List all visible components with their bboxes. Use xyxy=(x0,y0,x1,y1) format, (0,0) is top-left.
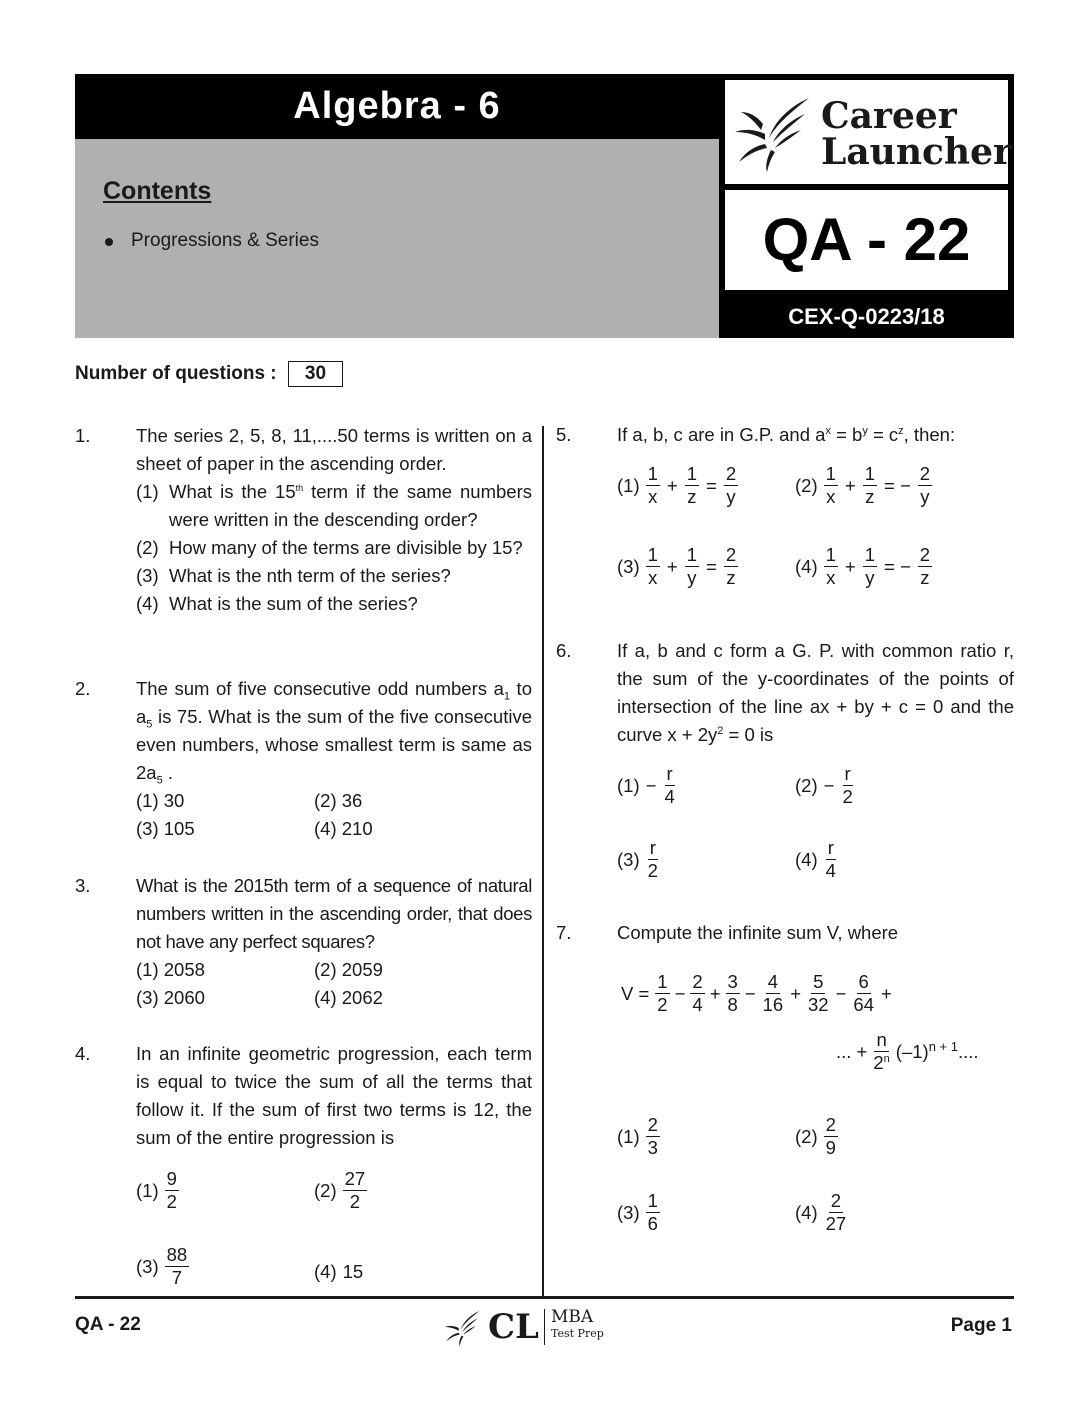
fraction xyxy=(646,544,660,589)
fraction xyxy=(655,971,669,1016)
footer-logo-mba: MBA xyxy=(551,1307,594,1327)
denominator: y xyxy=(920,486,930,507)
denominator: z xyxy=(687,486,697,507)
operator: = xyxy=(706,474,717,496)
contents-heading: Contents xyxy=(103,177,212,205)
superscript: x xyxy=(825,424,831,437)
denominator: 2 xyxy=(842,786,853,807)
header-block xyxy=(75,74,1014,338)
numerator: 2 xyxy=(725,544,737,565)
option-label: (1) xyxy=(617,474,640,496)
fraction xyxy=(863,463,877,508)
numerator: 1 xyxy=(647,544,658,565)
denominator: 16 xyxy=(762,994,784,1015)
header-left-panel xyxy=(75,74,719,338)
numerator: 1 xyxy=(864,544,876,565)
denominator: x xyxy=(826,567,836,588)
option-1[interactable]: (1) 30 xyxy=(136,790,185,811)
numerator: 6 xyxy=(858,971,869,992)
option-3[interactable]: (3) 105 xyxy=(136,818,195,839)
option-3[interactable] xyxy=(617,544,738,589)
numerator: 2 xyxy=(919,463,931,484)
question-stem: Compute the infinite sum V, where xyxy=(617,922,899,943)
operator: + xyxy=(709,982,721,1004)
option-label: (2) xyxy=(795,774,818,796)
paper-code: QA - 22 xyxy=(725,190,1008,290)
operator: = − xyxy=(884,555,911,577)
option-label: (3) xyxy=(617,848,640,870)
option-label: (3) xyxy=(617,1201,640,1223)
question-7 xyxy=(556,919,1014,1249)
denominator: 8 xyxy=(727,994,738,1015)
fraction xyxy=(824,544,838,589)
fraction xyxy=(863,544,877,589)
fraction xyxy=(646,1190,660,1235)
denominator: z xyxy=(726,567,736,588)
option-label: (4) xyxy=(795,555,818,577)
option-3[interactable]: (3) 2060 xyxy=(136,987,205,1008)
sub-text: How many of the terms are divisible by 15? xyxy=(169,537,523,558)
option-1[interactable] xyxy=(617,763,677,808)
question-number: 6. xyxy=(556,640,572,661)
footer-logo-testprep: Test Prep xyxy=(551,1327,604,1340)
contents-list xyxy=(103,230,319,252)
question-5 xyxy=(556,421,1014,611)
v-equals: V = xyxy=(621,982,650,1004)
option-4[interactable]: (4) 210 xyxy=(314,818,373,839)
stem-part: is 75. What is the sum of the five consecutive even numbers, whose smallest term is same as 2a xyxy=(136,706,532,783)
operator: + xyxy=(880,982,892,1004)
option-label: (1) xyxy=(617,774,640,796)
logo-wordmark xyxy=(821,95,1012,173)
numerator: 2 xyxy=(647,1114,658,1135)
swirl-logo-icon xyxy=(442,1309,482,1347)
denominator: 27 xyxy=(825,1213,847,1234)
superscript: 2 xyxy=(717,724,724,737)
option-2[interactable]: (2) 2059 xyxy=(314,959,383,980)
question-4 xyxy=(75,1040,532,1290)
sub-question xyxy=(136,534,532,562)
numerator: r xyxy=(844,763,851,784)
option-4[interactable] xyxy=(795,1190,848,1235)
sub-label: (3) xyxy=(136,565,159,586)
fraction xyxy=(851,971,876,1016)
stem-part: = b xyxy=(830,424,863,445)
paper-id: CEX-Q-0223/18 xyxy=(788,304,945,329)
stem-part: If a, b, c are in G.P. and a xyxy=(617,424,826,445)
fraction xyxy=(724,463,738,508)
denominator: 32 xyxy=(808,994,829,1015)
stem-part: If a, b and c form a G. P. with common ratio r, the sum of the y-coordinates of the points of intersection of the line ax + by + c = 0 and the curve x + 2y xyxy=(617,640,1014,745)
stem-part: = 0 is xyxy=(723,724,774,745)
sub-question xyxy=(136,590,532,618)
swirl-logo-icon xyxy=(731,94,813,174)
denominator: 64 xyxy=(853,994,874,1015)
numerator: 4 xyxy=(767,971,779,992)
numerator: 1 xyxy=(825,463,836,484)
denominator: 2 xyxy=(647,860,658,881)
option-3[interactable] xyxy=(617,1190,660,1235)
option-2[interactable] xyxy=(795,763,855,808)
question-number: 1. xyxy=(75,425,91,446)
operator: + xyxy=(844,555,856,577)
fraction xyxy=(646,837,660,882)
fraction xyxy=(724,544,738,589)
numerator: 27 xyxy=(344,1168,366,1189)
fraction xyxy=(646,1114,660,1159)
option-2[interactable] xyxy=(795,463,932,508)
sub-question xyxy=(136,562,532,590)
option-1[interactable] xyxy=(617,1114,660,1159)
question-stem: In an infinite geometric progression, each term is equal to twice the sum of all the terms that follow it. If the sum of first two terms is 12, the sum of the entire progression is xyxy=(136,1043,532,1148)
fraction xyxy=(761,971,786,1016)
footer-logo-cl: CL xyxy=(488,1307,539,1347)
numerator: 2 xyxy=(825,1114,836,1135)
footer-logo xyxy=(440,1305,620,1349)
sup-text: th xyxy=(295,482,304,493)
numerator: 3 xyxy=(727,971,738,992)
subscript: 5 xyxy=(156,774,163,787)
denominator: 4 xyxy=(692,994,703,1015)
option-label: (1) xyxy=(617,1125,640,1147)
question-stem: What is the 2015th term of a sequence of natural numbers written in the ascending order, that does not have any perfect squares? xyxy=(136,875,532,952)
denominator: z xyxy=(865,486,875,507)
question-stem xyxy=(136,675,532,787)
option-label: (3) xyxy=(617,555,640,577)
option-1[interactable]: (1) 2058 xyxy=(136,959,205,980)
question-stem: The series 2, 5, 8, 11,....50 terms is written on a sheet of paper in the ascending order. xyxy=(136,425,532,474)
stem-part: The sum of five consecutive odd numbers a xyxy=(136,678,504,699)
numerator: 2 xyxy=(830,1190,842,1211)
page-number: Page 1 xyxy=(950,1315,1012,1336)
fraction xyxy=(165,1168,179,1213)
footer-rule xyxy=(75,1296,1014,1299)
option-3[interactable] xyxy=(136,1244,189,1289)
operator: + xyxy=(666,474,678,496)
denominator: x xyxy=(648,486,658,507)
general-term xyxy=(836,1029,979,1074)
fraction xyxy=(824,463,838,508)
denominator: x xyxy=(826,486,836,507)
option-label: (3) xyxy=(136,1255,159,1277)
superscript: y xyxy=(862,424,868,437)
num-questions-value: 30 xyxy=(288,361,343,387)
logo-line-1: Career xyxy=(821,95,957,137)
fraction xyxy=(646,463,660,508)
options-row xyxy=(136,815,532,843)
numerator: 2 xyxy=(725,463,737,484)
option-2[interactable] xyxy=(795,1114,838,1159)
footer-code: QA - 22 xyxy=(75,1314,141,1335)
denominator: z xyxy=(920,567,930,588)
footer-logo-separator xyxy=(544,1309,545,1345)
numerator: 1 xyxy=(647,463,658,484)
numerator: 88 xyxy=(166,1244,188,1265)
question-number: 2. xyxy=(75,678,91,699)
option-label: (4) xyxy=(795,1201,818,1223)
operator: = − xyxy=(884,474,911,496)
superscript: n + 1 xyxy=(928,1038,958,1054)
numerator: 5 xyxy=(813,971,824,992)
equation xyxy=(824,544,932,589)
stem-part: . xyxy=(162,762,173,783)
ellipsis: ... + xyxy=(836,1040,868,1062)
trailing-dots: .... xyxy=(957,1040,979,1062)
operator: − xyxy=(744,982,756,1004)
fraction xyxy=(165,1244,190,1289)
denominator: 2 xyxy=(349,1191,361,1212)
question-stem xyxy=(617,637,1014,749)
question-6 xyxy=(556,637,1014,897)
sub-text: What is the nth term of the series? xyxy=(169,565,451,586)
numerator: r xyxy=(666,763,673,784)
denominator: y xyxy=(726,486,736,507)
fraction xyxy=(685,544,699,589)
column-divider xyxy=(542,426,544,1296)
operator: + xyxy=(790,982,802,1004)
option-1[interactable] xyxy=(617,463,738,508)
fraction xyxy=(806,971,831,1016)
option-1[interactable] xyxy=(136,1168,179,1213)
question-number: 4. xyxy=(75,1043,91,1064)
stem-part: = c xyxy=(867,424,899,445)
denominator: 2 xyxy=(657,994,668,1015)
question-number: 7. xyxy=(556,922,572,943)
option-3[interactable] xyxy=(617,837,660,882)
denominator: 4 xyxy=(825,860,836,881)
denominator: y xyxy=(687,567,697,588)
operator: = xyxy=(706,555,717,577)
subscript: 5 xyxy=(146,718,153,731)
numerator: r xyxy=(827,837,834,858)
denominator: 6 xyxy=(647,1213,658,1234)
subscript: 1 xyxy=(503,690,510,703)
option-4[interactable] xyxy=(795,837,838,882)
option-4[interactable] xyxy=(314,1258,363,1286)
numerator: 9 xyxy=(166,1168,177,1189)
numerator: 1 xyxy=(825,544,836,565)
career-launcher-logo xyxy=(725,80,1012,184)
numerator: r xyxy=(649,837,656,858)
question-stem xyxy=(617,421,1014,449)
sign-factor xyxy=(896,1038,979,1066)
denominator: x xyxy=(648,567,658,588)
sub-text: term if the same numbers were written in the descending order? xyxy=(169,481,532,530)
numerator: n xyxy=(876,1029,887,1050)
fraction xyxy=(662,763,676,808)
fraction xyxy=(690,971,704,1016)
fraction xyxy=(824,837,838,882)
option-value: 15 xyxy=(342,1261,364,1282)
numerator: 1 xyxy=(647,1190,658,1211)
equation xyxy=(824,463,932,508)
option-label: (4) xyxy=(314,1261,337,1282)
fraction xyxy=(840,763,854,808)
page-title: Algebra - 6 xyxy=(75,74,719,139)
option-4[interactable] xyxy=(795,544,932,589)
numerator: 2 xyxy=(692,971,703,992)
denominator-base: 2 xyxy=(873,1052,884,1073)
superscript: n xyxy=(883,1052,890,1065)
header-right-panel xyxy=(719,74,1014,338)
denominator xyxy=(871,1052,891,1074)
superscript: z xyxy=(898,424,904,437)
numerator: 1 xyxy=(657,971,668,992)
fraction xyxy=(824,1190,849,1235)
question-number: 3. xyxy=(75,875,91,896)
contents-item: Progressions & Series xyxy=(103,230,319,252)
operator: − xyxy=(674,982,686,1004)
option-2[interactable] xyxy=(314,1168,367,1213)
sub-text: What is the sum of the series? xyxy=(169,593,418,614)
num-questions-label: Number of questions : xyxy=(75,363,277,384)
fraction xyxy=(918,463,932,508)
fraction xyxy=(918,544,932,589)
operator: + xyxy=(666,555,678,577)
sub-label: (2) xyxy=(136,537,159,558)
numerator: 1 xyxy=(686,544,698,565)
denominator: 2 xyxy=(166,1191,177,1212)
stem-part: , then: xyxy=(903,424,956,445)
minus-sign: − xyxy=(823,774,835,796)
stem-part: to a xyxy=(136,678,532,727)
option-2[interactable]: (2) 36 xyxy=(314,790,363,811)
numerator: 1 xyxy=(686,463,698,484)
sub-question xyxy=(136,478,532,534)
denominator: y xyxy=(865,567,875,588)
option-4[interactable]: (4) 2062 xyxy=(314,987,383,1008)
denominator: 9 xyxy=(825,1137,836,1158)
denominator: 7 xyxy=(171,1267,183,1288)
denominator: 3 xyxy=(647,1137,658,1158)
fraction xyxy=(343,1168,368,1213)
operator: − xyxy=(835,982,847,1004)
equation xyxy=(646,544,739,589)
option-label: (2) xyxy=(795,474,818,496)
sub-label: (1) xyxy=(136,481,159,502)
logo-line-2: Launcher xyxy=(821,131,1012,173)
option-label: (4) xyxy=(795,848,818,870)
denominator: 4 xyxy=(664,786,675,807)
sub-label: (4) xyxy=(136,593,159,614)
option-label: (2) xyxy=(314,1179,337,1201)
sign-base: (–1) xyxy=(895,1040,929,1062)
fraction xyxy=(871,1029,891,1074)
numerator: 2 xyxy=(919,544,931,565)
option-label: (2) xyxy=(795,1125,818,1147)
operator: + xyxy=(844,474,856,496)
options-row xyxy=(136,984,532,1012)
equation xyxy=(646,463,739,508)
options-row xyxy=(136,956,532,984)
number-of-questions xyxy=(75,361,343,387)
fraction xyxy=(726,971,740,1016)
fraction xyxy=(824,1114,838,1159)
question-number: 5. xyxy=(556,424,572,445)
option-label: (1) xyxy=(136,1179,159,1201)
sub-text: What is the 15 xyxy=(169,481,296,502)
options-row xyxy=(136,787,532,815)
fraction xyxy=(685,463,699,508)
minus-sign: − xyxy=(645,774,657,796)
series-expression xyxy=(621,971,895,1016)
numerator: 1 xyxy=(864,463,876,484)
